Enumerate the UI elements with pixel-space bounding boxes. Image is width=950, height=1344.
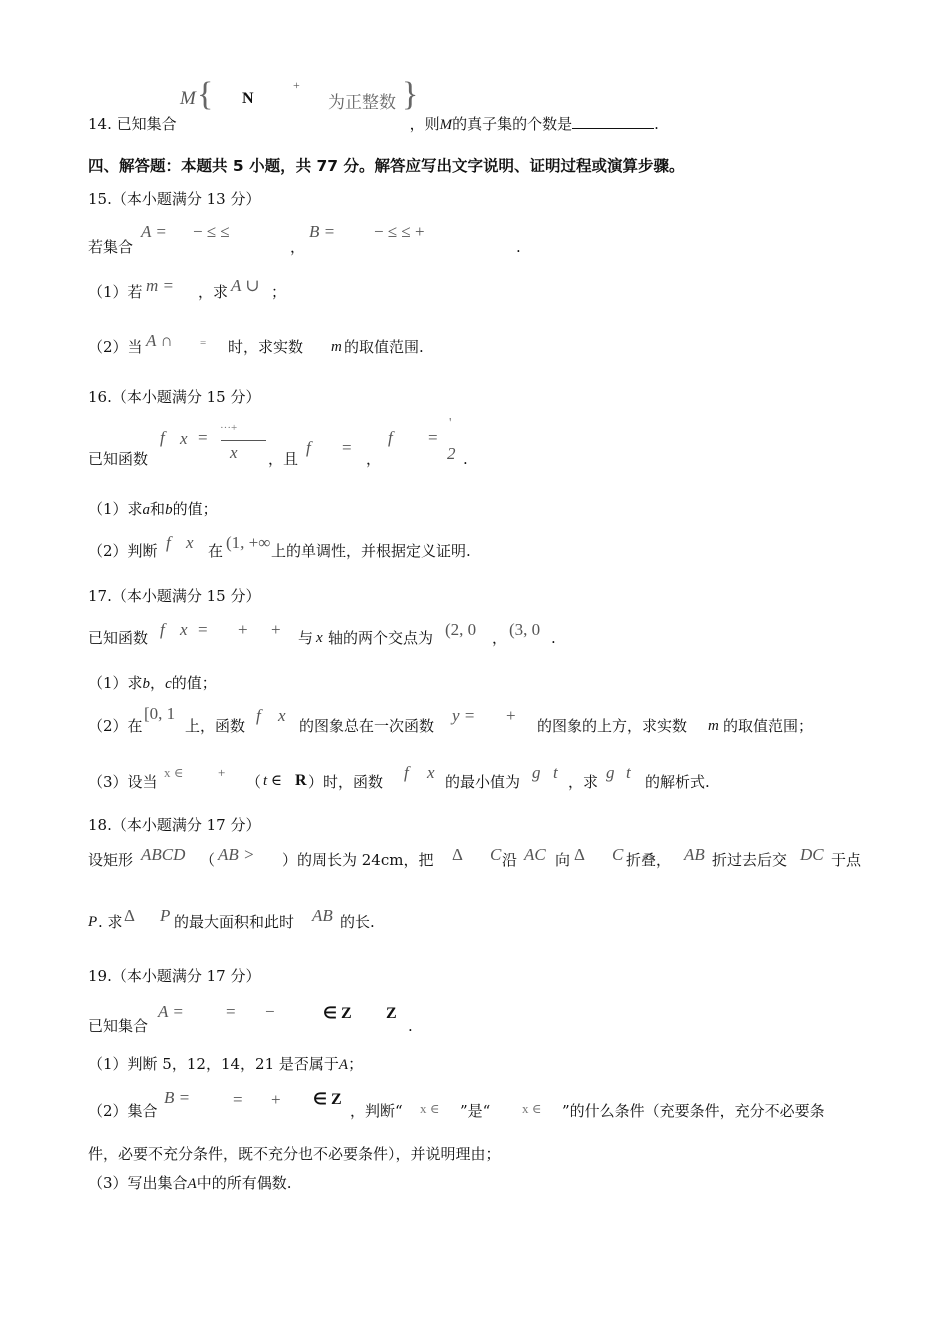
q15-p2-eq: = (200, 337, 207, 349)
q15-p2-b: 时，求实数 (228, 338, 304, 356)
q16-intro: 已知函数 (88, 450, 149, 468)
q17-p3-r: R (295, 772, 307, 789)
q17-p3-fx: x (427, 763, 435, 782)
q14-answer-blank[interactable] (572, 114, 654, 129)
q19-p3-a: （3）写出集合 (88, 1174, 188, 1192)
q16-comma: ， (366, 450, 382, 468)
q18-dc: DC (800, 845, 824, 864)
q18-fold2: 折过去后交 (712, 851, 788, 869)
q16-f: f (160, 428, 165, 447)
q17-p3-gt2: t (626, 763, 631, 782)
q17-mid: 与 (298, 629, 314, 647)
q19-p2-eq: = (233, 1090, 243, 1109)
q18-abcd: ABCD (141, 845, 186, 864)
q15-p1-expr: A ∪ (231, 276, 260, 295)
q19-minus: − (265, 1002, 275, 1021)
q16-p2-b: 上的单调性，并根据定义证明. (271, 542, 471, 560)
q17-end: . (551, 629, 556, 647)
q15-p1-c: ； (271, 283, 287, 301)
q18-ac: AC (524, 845, 546, 864)
q18-ab-gt: AB > (218, 845, 255, 864)
q18-fold: 折叠， (626, 851, 672, 869)
section-4-heading: 四、解答题：本题共 5 小题，共 77 分。解答应写出文字说明、证明过程或演算步骤。 (88, 157, 685, 175)
q17-comma: ， (492, 629, 508, 647)
q14-label: 14. 已知集合 (88, 115, 177, 133)
q18-c1: C (490, 845, 502, 864)
q14-line (88, 114, 659, 135)
q16-p2-a: （2）判断 (88, 542, 158, 560)
q16-f1: f (306, 438, 311, 457)
q15-set-a-body: − ≤ ≤ (193, 222, 230, 241)
q16-fraction-bar (221, 440, 266, 441)
q16-title: 16.（本小题满分 15 分） (88, 388, 261, 406)
q19-p1-end: ； (348, 1055, 364, 1073)
q15-p2-a: （2）当 (88, 338, 143, 356)
q15-set-b-body: − ≤ ≤ + (374, 222, 425, 241)
q19-p2-b: ，判断“ (350, 1102, 403, 1120)
q17-p2-e: 的取值范围； (723, 717, 814, 735)
q18-title: 18.（本小题满分 17 分） (88, 816, 261, 834)
q14-tail-m: M (439, 117, 453, 133)
q18-l2-c: 的长. (340, 913, 375, 931)
q17-part1 (88, 673, 217, 694)
q17-mid2: 轴的两个交点为 (328, 629, 434, 647)
q15-end: . (516, 238, 521, 256)
q15-comma: ， (290, 238, 306, 256)
q18-l2-p: P (88, 914, 98, 930)
q14-tail: ，则 (409, 115, 440, 133)
q19-p1: （1）判断 5，12，14，21 是否属于 (88, 1055, 339, 1073)
q17-plus2: + (271, 620, 281, 639)
q19-z: Z (386, 1005, 397, 1022)
q19-end: . (408, 1017, 413, 1035)
q18-paren-a: （ (200, 851, 216, 869)
q17-eq: = (198, 620, 208, 639)
q16-eq1: = (342, 438, 352, 457)
q17-plus1: + (238, 620, 248, 639)
q18-toward: 向 (555, 851, 571, 869)
q17-p1-c: c (165, 676, 172, 692)
q17-p2-y: y = (452, 706, 476, 725)
q17-p2-interval: [0, 1 (144, 704, 176, 723)
q17-p3-g2: g (606, 763, 615, 782)
q18-paren-b: ）的周长为 24cm，把 (282, 851, 434, 869)
q16-p1-a-var: a (142, 502, 151, 518)
q17-p3-c: ，求 (568, 773, 599, 791)
q17-p3-gt: t (553, 763, 558, 782)
q19-part1 (88, 1054, 363, 1075)
q16-p2-x: x (186, 533, 194, 552)
q16-f2: f (388, 428, 393, 447)
q15-p1-a: （1）若 (88, 283, 143, 301)
q15-p2-c: 的取值范围. (344, 338, 424, 356)
q16-p1-b-var: b (165, 502, 173, 518)
q16-part1 (88, 499, 218, 520)
q19-p2-x2: x ∈ (522, 1101, 542, 1116)
q17-p3-paren-a: （ (246, 773, 262, 791)
q17-p1-sep: ， (150, 674, 166, 692)
q15-p2-expr: A ∩ (146, 331, 173, 350)
q18-l2-b: 的最大面积和此时 (174, 913, 295, 931)
q17-xvar: x (316, 630, 323, 646)
q14-right-brace: } (402, 76, 419, 113)
q18-l1-a: 设矩形 (88, 851, 134, 869)
q17-p3-a: （3）设当 (88, 773, 158, 791)
q17-p1-b: b (142, 676, 151, 692)
q17-p2-plus: + (506, 706, 516, 725)
q17-p2-a: （2）在 (88, 717, 143, 735)
q17-pt2: (3, 0 (509, 620, 541, 639)
q15-intro: 若集合 (88, 238, 134, 256)
q15-p2-m: m (331, 339, 342, 355)
q18-ab: AB (684, 845, 705, 864)
q19-p3-set-a: A (187, 1176, 197, 1192)
q17-x: x (180, 620, 188, 639)
q14-set-name: M (180, 88, 196, 109)
q15-p1-m: m = (146, 276, 174, 295)
q19-p2-plus: + (271, 1090, 281, 1109)
q18-tri3: Δ (124, 906, 135, 925)
q16-end: . (463, 450, 468, 468)
q14-bold-n: N (242, 90, 254, 107)
q15-set-a: A = (141, 222, 167, 241)
q17-p3-paren-b: ）时，函数 (308, 773, 384, 791)
q16-p2-interval: (1, +∞ (226, 533, 271, 552)
q16-val2-num: ' (449, 416, 452, 431)
q18-tri1: Δ (452, 845, 463, 864)
q17-p3-d: 的解析式. (645, 773, 710, 791)
q17-p3-b: 的最小值为 (445, 773, 521, 791)
q17-p2-m: m (708, 718, 719, 734)
q17-p2-x: x (278, 706, 286, 725)
q14-tail2: 的真子集的个数是 (452, 115, 573, 133)
q19-title: 19.（本小题满分 17 分） (88, 967, 261, 985)
q15-title: 15.（本小题满分 13 分） (88, 190, 261, 208)
q17-title: 17.（本小题满分 15 分） (88, 587, 261, 605)
q17-p3-t: t ∈ (263, 773, 283, 789)
q17-f: f (160, 620, 165, 639)
q17-p2-d: 的图象的上方，求实数 (537, 717, 688, 735)
q16-numerator: ···+ (220, 422, 238, 434)
q16-x: x (180, 429, 188, 448)
q19-eq: = (226, 1002, 236, 1021)
q17-p3-g: g (532, 763, 541, 782)
q18-tri2: Δ (574, 845, 585, 864)
q16-p2-f: f (166, 533, 171, 552)
q18-along: 沿 (502, 851, 518, 869)
q19-part3 (88, 1173, 292, 1194)
q17-p3-x: x ∈ (164, 765, 184, 780)
q17-p2-b: 上，函数 (185, 717, 246, 735)
q16-p1-b: 的值； (172, 500, 218, 518)
q17-p2-c: 的图象总在一次函数 (299, 717, 435, 735)
q19-part2-line2: 件，必要不充分条件，既不充分也不必要条件），并说明理由； (88, 1145, 501, 1163)
q19-in-z: ∈ Z (323, 1005, 352, 1022)
q19-intro: 已知集合 (88, 1017, 149, 1035)
q17-p2-f: f (256, 706, 261, 725)
q17-pt1: (2, 0 (445, 620, 477, 639)
q17-p1-d: 的值； (171, 674, 217, 692)
q16-and: ，且 (268, 450, 299, 468)
q19-p1-a: A (338, 1057, 349, 1073)
q16-p1-mid: 和 (150, 500, 166, 518)
q17-p3-f: f (404, 763, 409, 782)
q18-c2: C (612, 845, 624, 864)
q18-p: P (160, 906, 171, 925)
q16-denominator: x (230, 443, 238, 462)
q16-eq2: = (428, 428, 438, 447)
q14-end: . (654, 115, 659, 133)
q16-val2-den: 2 (447, 444, 456, 463)
q16-eq: = (198, 428, 208, 447)
q19-set-a: A = (158, 1002, 184, 1021)
q19-p2-a: （2）集合 (88, 1102, 158, 1120)
q15-p1-b: ，求 (198, 283, 229, 301)
q17-p1-a: （1）求 (88, 674, 143, 692)
q14-left-brace: { (197, 76, 214, 113)
q14-plus: + (293, 78, 300, 92)
q19-p2-x1: x ∈ (420, 1101, 440, 1116)
q15-set-b: B = (309, 222, 336, 241)
q16-p2-in: 在 (208, 542, 224, 560)
q19-p2-d: ”的什么条件（充要条件，充分不必要条 (562, 1102, 825, 1120)
q17-p3-plus: + (218, 765, 226, 780)
q19-p2-in-z: ∈ Z (313, 1091, 342, 1108)
q19-p2-c: ”是“ (460, 1102, 491, 1120)
q18-ab2: AB (312, 906, 333, 925)
q19-set-b: B = (164, 1088, 191, 1107)
q19-p3-b: 中的所有偶数. (196, 1174, 292, 1192)
q14-condition: 为正整数 (328, 93, 396, 113)
q18-at: 于点 (831, 851, 862, 869)
q17-intro: 已知函数 (88, 629, 149, 647)
q16-p1-a: （1）求 (88, 500, 143, 518)
q18-l2-a: . 求 (98, 913, 123, 931)
